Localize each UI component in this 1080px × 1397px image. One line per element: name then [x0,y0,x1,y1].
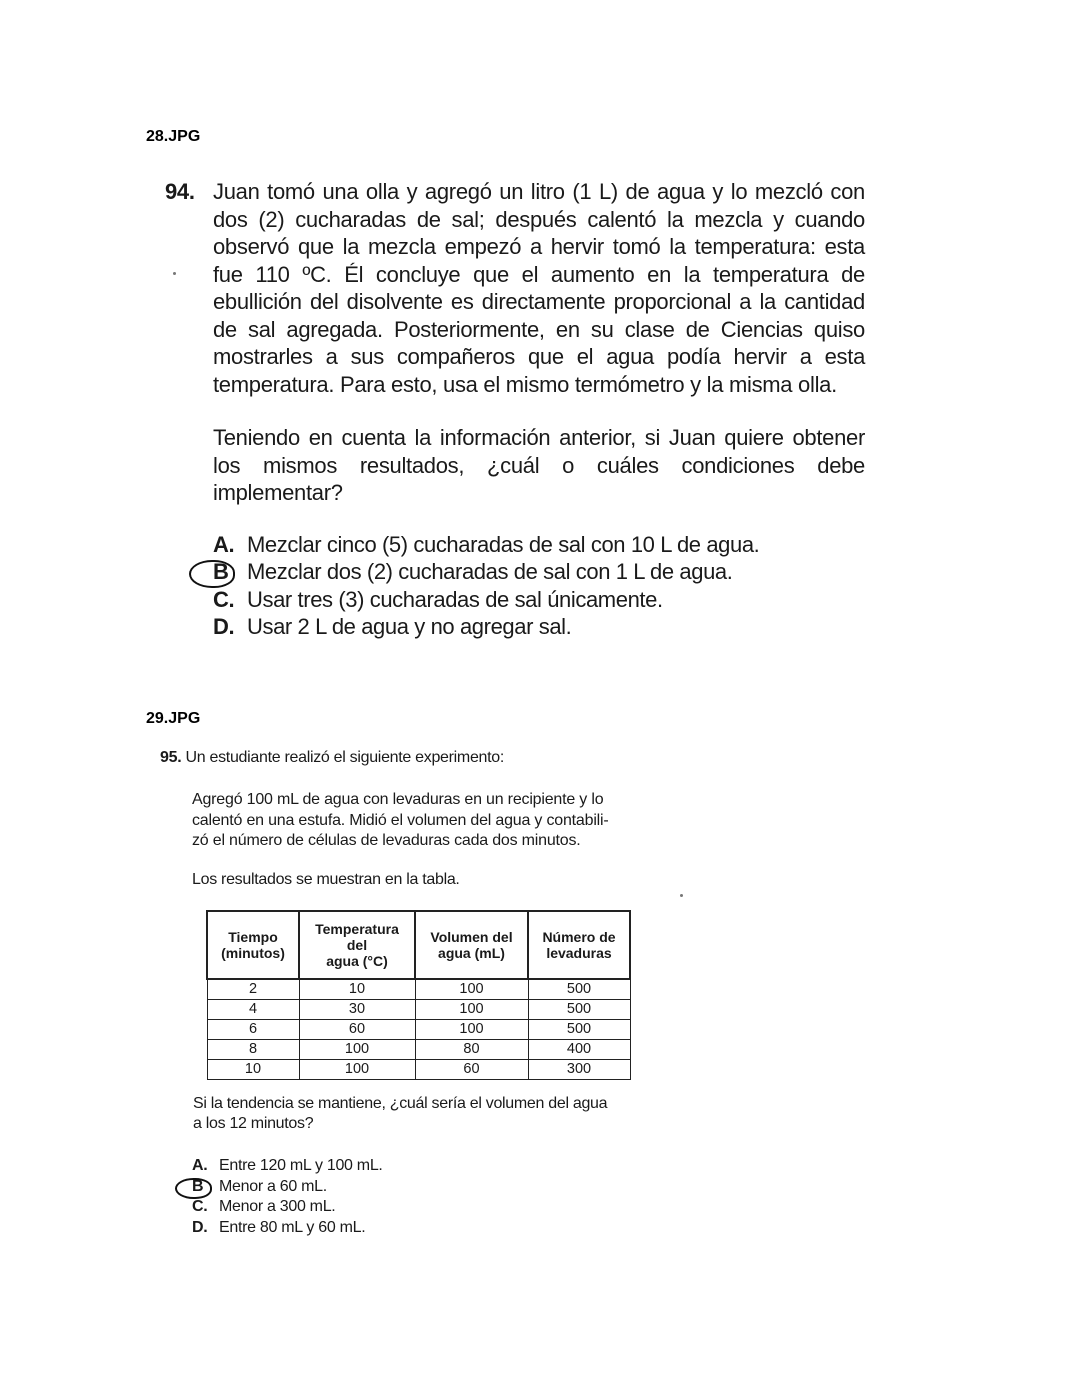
header-volumen [415,911,528,979]
table-row [207,1040,630,1060]
cell: 100 [415,1020,528,1040]
table-row [207,1000,630,1020]
cell: 100 [299,1040,415,1060]
question-number: 95. [160,749,182,766]
cell: 100 [299,1060,415,1080]
header-tiempo [207,911,299,979]
answer-circle-mark [189,560,235,588]
file-label-28: 28.JPG [146,128,201,145]
option-c[interactable] [213,586,865,614]
table-header-row [207,911,630,979]
paragraph-line: calentó en una estufa. Midió el volumen del agua y contabili- [192,811,609,829]
question-95-head [160,748,700,768]
question-95-options [192,1156,383,1238]
header-line: Volumen del [430,929,513,945]
header-temperatura [299,911,415,979]
question-94-text: Juan tomó una olla y agregó un litro (1 L) de agua y lo mezcló con dos (2) cucharadas de sal; después calentó la mezcla y cuando observó que la mezcla empezó a hervir tomó la temperatura: esta fue 110 ºC. Él concluye que el aumento en la temperatura de ebullición del disolvente es directamente proporcional a la cantidad de sal agregada. Posteriormente, en su clase de Ciencias quiso mostrarles a sus compañeros que el agua podía hervir a esta temperatura. Para esto, usa el mismo termómetro y la misma olla. [213,179,865,397]
question-95-paragraph [192,790,700,852]
results-table [206,910,631,1080]
header-line: agua (mL) [438,945,505,961]
option-d[interactable] [192,1218,383,1239]
option-text: Entre 120 mL y 100 mL. [219,1157,383,1174]
cell: 4 [207,1000,299,1020]
option-b-marked[interactable] [213,558,865,586]
prompt-line: Si la tendencia se mantiene, ¿cuál sería el volumen del agua [193,1095,608,1112]
option-text: Entre 80 mL y 60 mL. [219,1218,366,1236]
question-95-head-text: Un estudiante realizó el siguiente experimento: [185,749,505,766]
header-line: Temperatura [315,921,399,937]
cell: 500 [528,1020,630,1040]
question-95 [160,748,700,890]
option-letter: C. [213,586,235,612]
header-line: levaduras [546,945,612,961]
option-text: Usar tres (3) cucharadas de sal únicamente. [247,586,663,612]
option-c[interactable] [192,1197,383,1218]
option-text: Menor a 60 mL. [219,1177,327,1195]
scan-speck [680,894,683,897]
option-letter: A. [213,531,235,557]
option-a[interactable] [192,1156,383,1177]
cell: 500 [528,979,630,1000]
scan-speck [173,272,176,275]
prompt-line: a los 12 minutos? [193,1115,314,1132]
cell: 60 [415,1060,528,1080]
table-row [207,1060,630,1080]
cell: 100 [415,979,528,1000]
header-line: (minutos) [221,945,285,961]
header-levaduras [528,911,630,979]
question-94-stem [165,178,865,398]
question-94 [165,178,865,641]
option-text: Usar 2 L de agua y no agregar sal. [247,614,572,639]
option-b-marked[interactable] [192,1177,383,1198]
question-94-options [213,531,865,641]
option-letter: D. [213,614,235,639]
question-94-prompt: Teniendo en cuenta la información anterior, si Juan quiere obtener los mismos resultados, ¿cuál o cuáles condiciones debe implementar? [213,425,865,505]
option-letter: D. [192,1218,208,1236]
table-row [207,979,630,1000]
file-label-29: 29.JPG [146,710,201,727]
cell: 100 [415,1000,528,1020]
cell: 500 [528,1000,630,1020]
cell: 10 [299,979,415,1000]
question-95-prompt [193,1094,693,1134]
cell: 30 [299,1000,415,1020]
cell: 80 [415,1040,528,1060]
cell: 2 [207,979,299,1000]
paragraph-line: Agregó 100 mL de agua con levaduras en un recipiente y lo [192,791,604,808]
cell: 10 [207,1060,299,1080]
cell: 60 [299,1020,415,1040]
option-d[interactable] [213,613,865,641]
header-line: Número de [542,929,616,945]
option-text: Mezclar cinco (5) cucharadas de sal con 10 L de agua. [247,531,760,557]
answer-circle-mark [175,1178,212,1199]
option-letter: B [213,559,229,584]
option-text: Mezclar dos (2) cucharadas de sal con 1 L de agua. [247,559,733,584]
table-row [207,1020,630,1040]
header-line: agua (°C) [326,953,388,969]
option-text: Menor a 300 mL. [219,1198,336,1215]
cell: 400 [528,1040,630,1060]
paragraph-line: zó el número de células de levaduras cada dos minutos. [192,832,581,849]
option-letter: C. [192,1198,208,1215]
cell: 300 [528,1060,630,1080]
header-line: Tiempo [228,929,278,945]
option-letter: B [192,1177,204,1195]
question-number: 94. [165,179,195,204]
option-a[interactable] [213,531,865,559]
cell: 6 [207,1020,299,1040]
results-note: Los resultados se muestran en la tabla. [192,870,460,888]
cell: 8 [207,1040,299,1060]
option-letter: A. [192,1157,208,1174]
header-line: del [346,937,368,953]
